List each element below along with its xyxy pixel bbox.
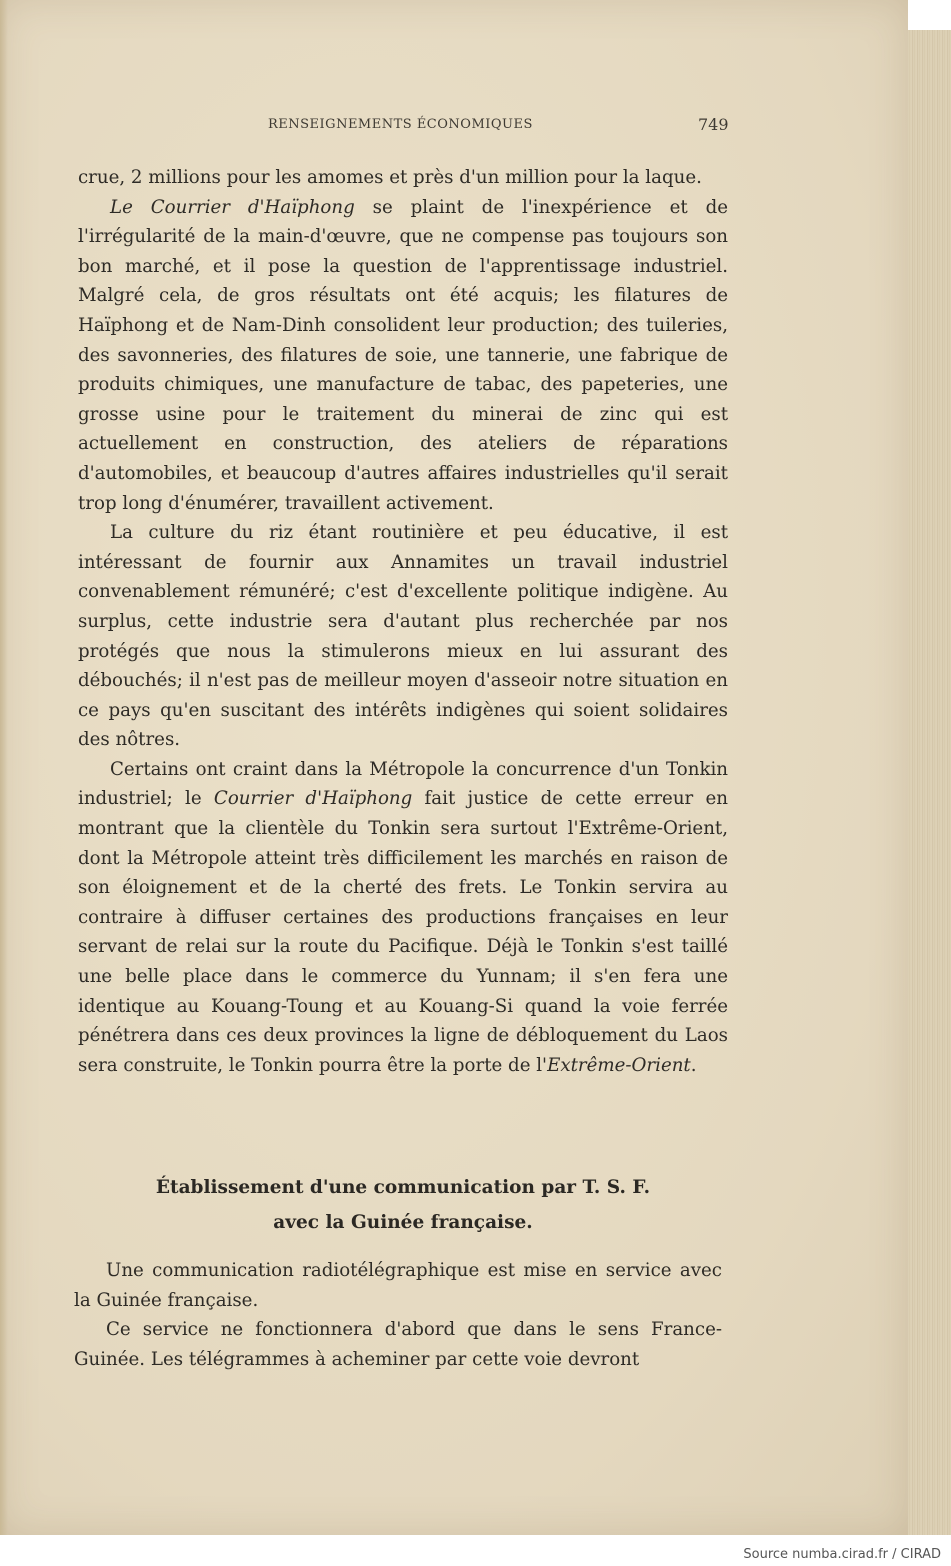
extreme-orient-italic: Extrême-Orient (547, 1054, 691, 1076)
page-number: 749 (698, 115, 729, 134)
section-paragraph-2: Ce service ne fonctionnera d'abord que dans le sens France-Guinée. Les télégrammes à acheminer par cette voie devront (74, 1319, 722, 1370)
main-text (78, 163, 728, 1080)
paragraph-1: crue, 2 millions pour les amomes et près d'un million pour la laque. (78, 167, 702, 188)
paragraph-4-end: . (690, 1054, 697, 1076)
section-heading-line-2: avec la Guinée française. (273, 1212, 533, 1233)
paragraph-2-text: se plaint de l'inexpérience et de l'irrégularité de la main-d'œuvre, que ne compense pas toujours son bon marché, et il pose la question de l'apprentissage industriel. Malgré cela, de gros résultats ont été acquis; les filatures de Haïphong et de Nam-Dinh consolident leur production; des tuileries, des savonneries, des filatures de soie, une tannerie, une fabrique de produits chimiques, une manufacture de tabac, des papeteries, une grosse usine pour le traitement du minerai de zinc qui est actuellement en construction, des ateliers de réparations d'automobiles, et beaucoup d'autres affaires industrielles qu'il serait trop long d'énumérer, travaillent activement. (78, 196, 728, 514)
paragraph-4-start: Certains ont craint dans la Métropole la concurrence d'un Tonkin industriel; le (78, 758, 728, 810)
section-heading-line-1: Établissement d'une communication par T. S. F. (155, 1177, 651, 1198)
newspaper-title-2: Courrier d'Haïphong (213, 788, 413, 810)
newspaper-title: Le Courrier d'Haïphong (110, 196, 355, 218)
source-credit: Source numba.cirad.fr / CIRAD (743, 1547, 941, 1562)
page-edge-stack (908, 30, 951, 1535)
page-edge-top (908, 0, 951, 30)
paragraph-4 (78, 755, 728, 1081)
section-paragraph-1: Une communication radiotélégraphique est mise en service avec la Guinée française. (74, 1260, 722, 1311)
section-text (74, 1256, 722, 1374)
paragraph-3: La culture du riz étant routinière et peu éducative, il est intéressant de fournir aux Annamites un travail industriel convenablement rémunéré; c'est d'excellente politique indigène. Au surplus, cette industrie sera d'autant plus recherchée par nos protégés que nous la stimulerons mieux en lui assurant des débouchés; il n'est pas de meilleur moyen d'asseoir notre situation en ce pays qu'en suscitant des intérêts indigènes qui soient solidaires des nôtres. (78, 522, 728, 751)
section-heading (78, 1170, 728, 1240)
running-head: RENSEIGNEMENTS ÉCONOMIQUES (268, 117, 533, 132)
paragraph-2 (78, 193, 728, 519)
page-gutter-shadow (0, 0, 8, 1535)
paragraph-4-mid: fait justice de cette erreur en montrant que la clientèle du Tonkin sera surtout l'Extrême-Orient, dont la Métropole atteint très difficilement les marchés en raison de son éloignement et de la cherté des frets. Le Tonkin servira au contraire à diffuser certaines des productions françaises en leur servant de relai sur la route du Pacifique. Déjà le Tonkin s'est taillé une belle place dans le commerce du Yunnam; il s'en fera une identique au Kouang-Toung et au Kouang-Si quand la voie ferrée pénétrera dans ces deux provinces la ligne de débloquement du Laos sera construite, le Tonkin pourra être la porte de l' (78, 788, 728, 1076)
